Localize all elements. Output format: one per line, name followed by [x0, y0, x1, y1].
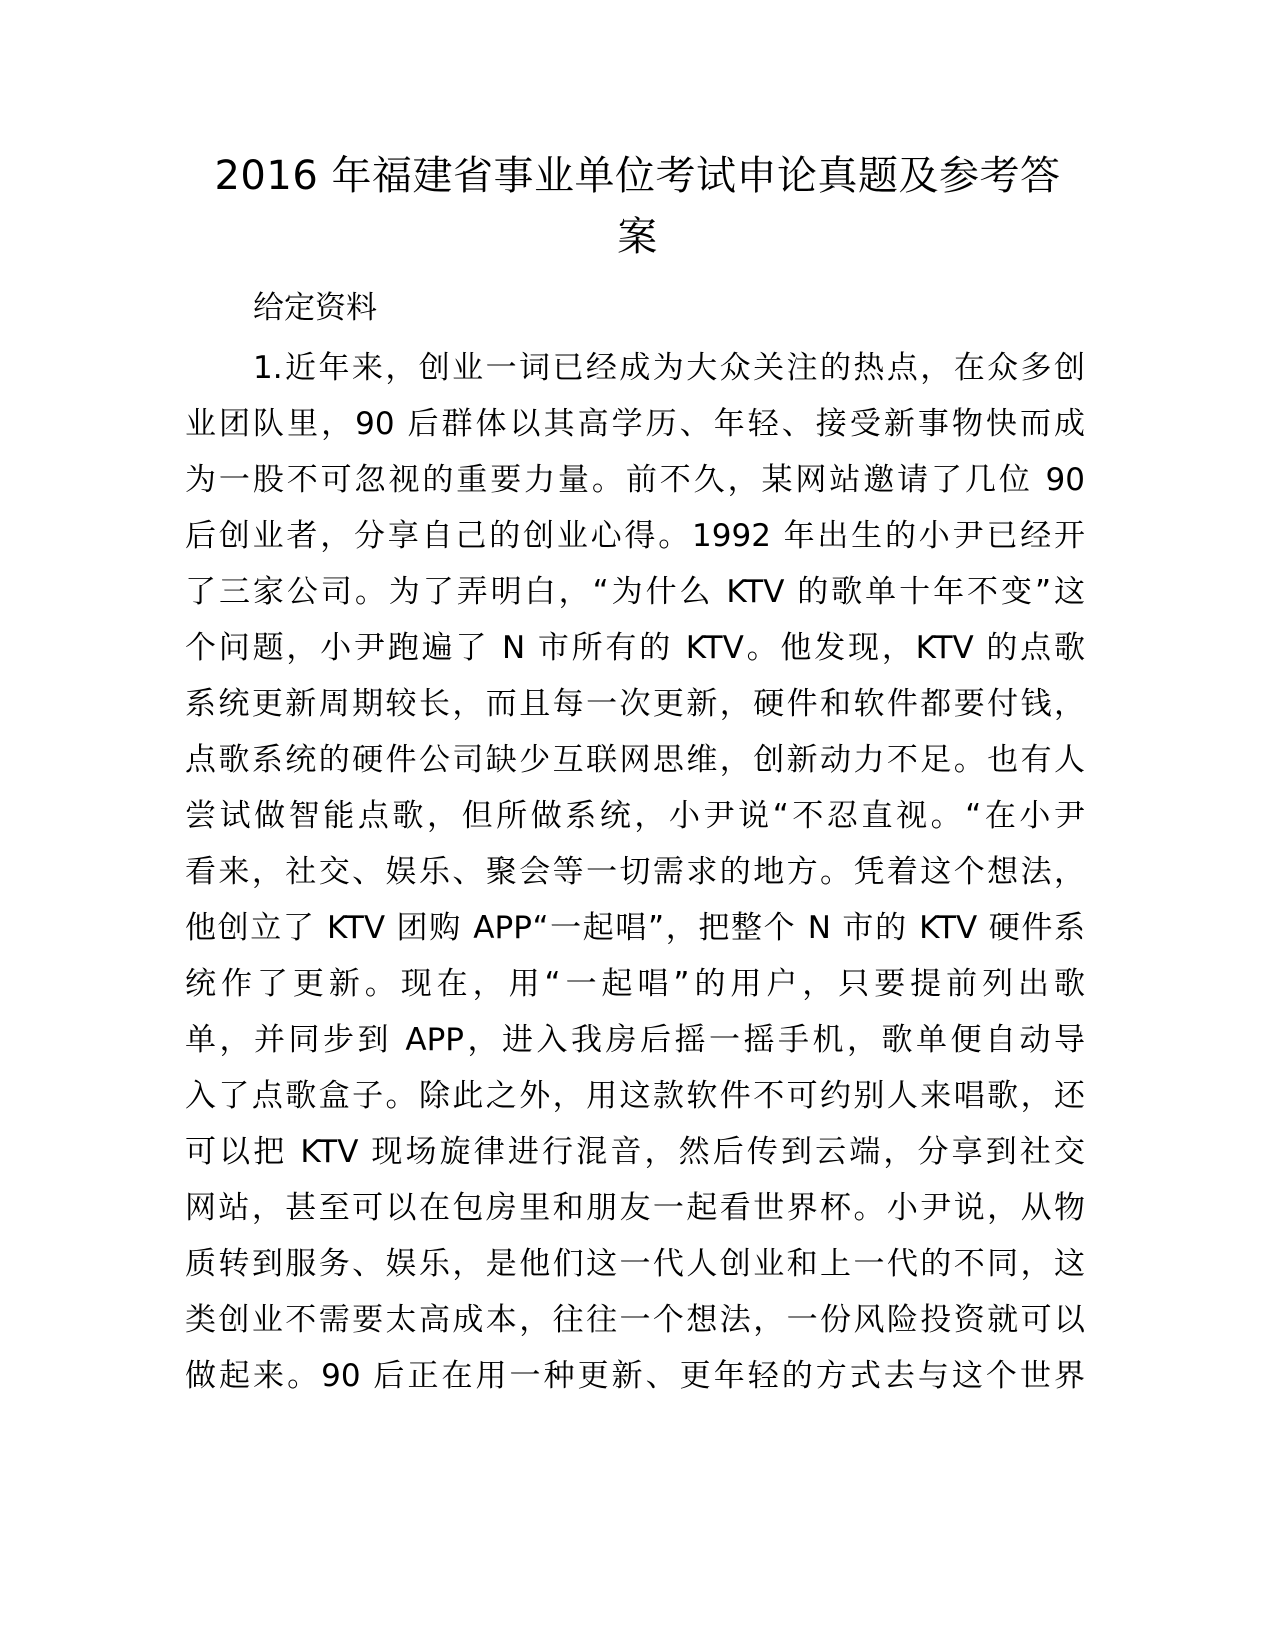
paragraph-line: 个问题，小尹跑遍了 N 市所有的 KTV。他发现，KTV 的点歌 [185, 630, 1085, 666]
paragraph-line: 业团队里，90 后群体以其高学历、年轻、接受新事物快而成 [185, 406, 1085, 442]
paragraph-line: 系统更新周期较长，而且每一次更新，硬件和软件都要付钱， [185, 686, 1085, 722]
paragraph-line: 网站，甚至可以在包房里和朋友一起看世界杯。小尹说，从物 [185, 1190, 1085, 1226]
paragraph-line: 看来，社交、娱乐、聚会等一切需求的地方。凭着这个想法， [185, 854, 1085, 890]
paragraph-line: 单，并同步到 APP，进入我房后摇一摇手机，歌单便自动导 [185, 1022, 1085, 1058]
paragraph-line: 尝试做智能点歌，但所做系统，小尹说“不忍直视。“在小尹 [185, 798, 1085, 834]
section-heading: 给定资料 [253, 290, 377, 326]
paragraph-line: 入了点歌盒子。除此之外，用这款软件不可约别人来唱歌，还 [185, 1078, 1085, 1114]
paragraph-line: 为一股不可忽视的重要力量。前不久，某网站邀请了几位 90 [185, 462, 1085, 498]
paragraph-line: 了三家公司。为了弄明白，“为什么 KTV 的歌单十年不变”这 [185, 574, 1085, 610]
page-title-continuation: 案 [617, 214, 658, 260]
paragraph-line: 类创业不需要太高成本，往往一个想法，一份风险投资就可以 [185, 1302, 1085, 1338]
paragraph-line: 做起来。90 后正在用一种更新、更年轻的方式去与这个世界 [185, 1358, 1085, 1394]
paragraph-line: 他创立了 KTV 团购 APP“一起唱”，把整个 N 市的 KTV 硬件系 [185, 910, 1085, 946]
paragraph-line: 点歌系统的硬件公司缺少互联网思维，创新动力不足。也有人 [185, 742, 1085, 778]
page-title: 2016 年福建省事业单位考试申论真题及参考答 [214, 153, 1061, 199]
paragraph-line: 可以把 KTV 现场旋律进行混音，然后传到云端，分享到社交 [185, 1134, 1085, 1170]
paragraph-line: 质转到服务、娱乐，是他们这一代人创业和上一代的不同，这 [185, 1246, 1085, 1282]
paragraph-line: 后创业者，分享自己的创业心得。1992 年出生的小尹已经开 [185, 518, 1085, 554]
paragraph-line: 统作了更新。现在，用“一起唱”的用户，只要提前列出歌 [185, 966, 1085, 1002]
paragraph-line: 1.近年来，创业一词已经成为大众关注的热点，在众多创 [253, 350, 1085, 386]
